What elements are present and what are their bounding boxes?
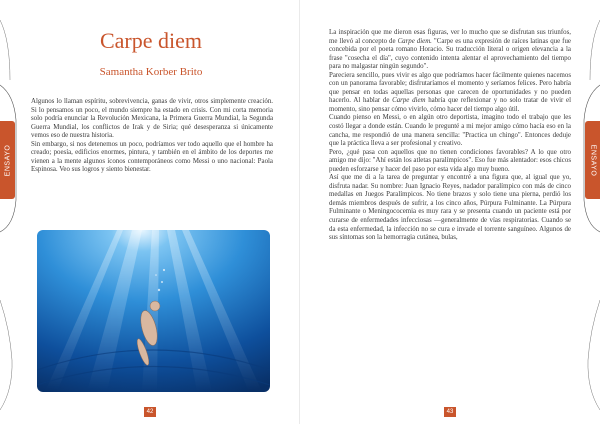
- emphasis: Carpe diem: [392, 97, 426, 105]
- text-run: La inspiración que me dieron esas figuras, ver lo mucho que se disfrutan sus triunfos, me llevó al concepto de: [329, 29, 571, 45]
- paragraph: [329, 29, 571, 72]
- right-column-text: [329, 29, 571, 243]
- section-tab-left: [0, 121, 15, 199]
- underwater-swimmer-photo: [37, 230, 270, 392]
- text-run: habría que reflexionar y no solo tratar de vivir el momento, sino pensar cómo vivirlo, cómo hacer del tiempo algo útil.: [329, 97, 572, 113]
- article-author: Samantha Korber Brito: [99, 66, 203, 78]
- text-run: Pareciera sencillo, pues vivir es algo que podríamos hacer fácilmente quienes nacemos con un panorama favorable; disfrutaríamos el momento y seríamos felices. Pero habría que pensar en todas aquellas personas que carecen de oportunidades y no pueden hacerlo. Al hablar de: [329, 71, 571, 105]
- paragraph: [329, 72, 571, 115]
- paragraph: Sin embargo, si nos detenemos un poco, podríamos ver todo aquello que el hombre ha creado; poesía, edificios enormes, pintura, y también en el ámbito de los deportes me vienen a la mente algunos íconos contemporáneos como Messi o uno nacional: Paola Espinosa. Veo sus logros y siento bienestar.: [31, 140, 273, 174]
- paragraph: Así que me di a la tarea de preguntar y encontré a una figura que, al igual que yo, disfruta nadar. Su nombre: Juan Ignacio Reyes, nadador paralímpico con más de cinco medallas en Juegos Paralímpicos. No tiene brazos y solo tiene una pierna, perdió los demás miembros después de sufrir, a los cinco años, Púrpura Fulminante. La Púrpura Fulminante o Meningococemia es muy rara y se presenta cuando un paciente está por curarse de enfermedades infecciosas —generalmente de vías respiratorias. Cuando se da esta enfermedad, la infección no se cura e invade el torrente sanguíneo. Algunos de sus síntomas son la hemorragia cutánea, bulas,: [329, 174, 571, 242]
- article-title: Carpe diem: [99, 28, 203, 53]
- right-page: [300, 0, 600, 424]
- left-margin-curve: [0, 0, 30, 424]
- paragraph: Algunos lo llaman espíritu, sobrevivencia, ganas de vivir, otros simplemente creación. Si lo pensamos un poco, el mundo siempre ha estado en crisis. Con mi corta memoria solo podría enunciar la Revolución Mexicana, la Primera Guerra Mundial, la Segunda Guerra Mundial, los conflictos de Irak y de Siria; qué desesperanza si únicamente vemos eso de nuestra historia.: [31, 98, 273, 140]
- page-number-right: 43: [444, 407, 456, 417]
- paragraph: Pero, ¿qué pasa con aquellos que no tienen condiciones favorables? A lo que otro amigo me dijo: "Ahí están los atletas paralímpicos". Eso fue más alentador: esos chicos pueden esforzarse y hacer del paso por esta vida algo muy bueno.: [329, 148, 571, 173]
- emphasis: Carpe diem.: [397, 37, 432, 45]
- right-margin-curve: [570, 0, 600, 424]
- page-number-left: 42: [144, 407, 156, 417]
- section-tab-label: ENSAYO: [4, 144, 11, 176]
- paragraph: Cuando pienso en Messi, o en algún otro deportista, imagino todo el trabajo que les costó llegar a donde están. Cuando le pregunté a mi mejor amigo cómo hacía eso en la cancha, me respondió de una manera sencilla: "Practica un chingo". Entonces deduje que la práctica lleva a ser profesional y creativo.: [329, 114, 571, 148]
- left-column-text: [31, 98, 273, 175]
- section-tab-right: [585, 121, 600, 199]
- section-tab-label: ENSAYO: [589, 144, 596, 176]
- text-run: "Carpe es una expresión de raíces latinas que fue concebida por el poeta romano Horacio. Su traducción literal o origen elevancia a la frase "cosecha el día", cuyo contenido intenta alentar el aprovechamiento del tiempo para no malgastar ningún segundo".: [329, 37, 571, 71]
